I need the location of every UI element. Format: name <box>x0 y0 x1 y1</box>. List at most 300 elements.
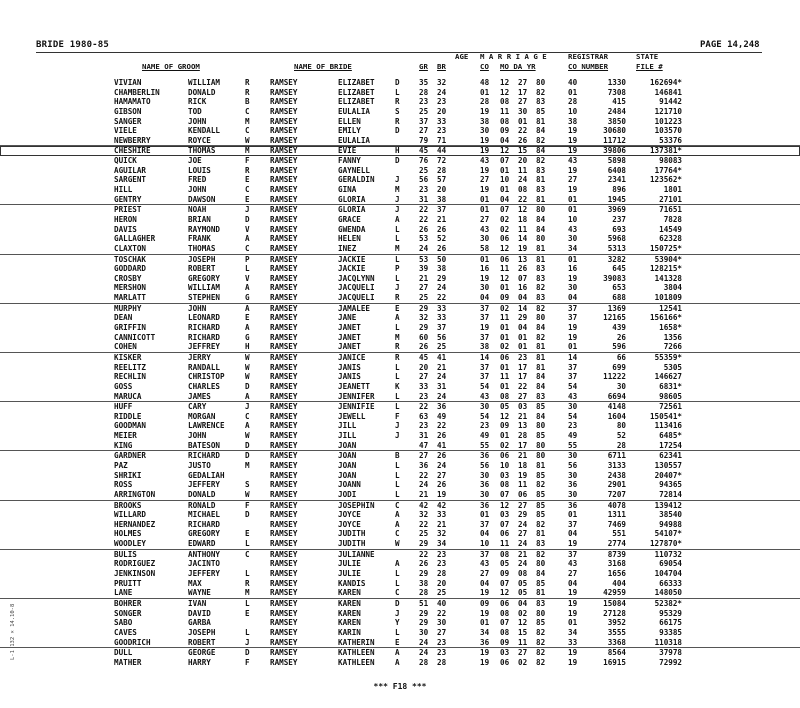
registrar-number: 6694 <box>607 391 626 401</box>
marriage-month: 04 <box>500 194 510 204</box>
marriage-day: 29 <box>518 510 528 520</box>
marriage-month: 02 <box>500 303 510 313</box>
marriage-year: 82 <box>536 657 546 667</box>
marriage-county: 28 <box>480 97 490 107</box>
groom-middle-initial: F <box>245 657 250 667</box>
groom-first-name: JOHN <box>188 116 207 126</box>
groom-age: 24 <box>419 637 429 647</box>
registrar-number: 699 <box>612 362 626 372</box>
marriage-year: 83 <box>536 391 546 401</box>
state-file-number: 110732 <box>654 549 682 559</box>
bride-first-name: GLORIA <box>338 205 366 215</box>
groom-age: 36 <box>419 460 429 470</box>
bride-middle-initial: A <box>395 657 400 667</box>
marriage-county: 30 <box>480 489 490 499</box>
bride-middle-initial: J <box>395 194 400 204</box>
bride-first-name: JACKIE <box>338 264 366 274</box>
bride-first-name: JANET <box>338 332 361 342</box>
bride-age: 19 <box>437 489 447 499</box>
registrar-number: 3952 <box>607 618 626 628</box>
groom-surname: GOODRICH <box>114 637 151 647</box>
groom-age: 24 <box>419 648 429 658</box>
bride-surname: RAMSEY <box>270 185 298 195</box>
bride-middle-initial: E <box>395 303 400 313</box>
bride-first-name: JOAN <box>338 460 357 470</box>
bride-middle-initial: A <box>395 648 400 658</box>
groom-surname: GOODMAN <box>114 421 147 431</box>
registrar-county: 19 <box>568 657 578 667</box>
table-row <box>0 588 800 599</box>
bride-middle-initial: R <box>395 293 400 303</box>
state-file-number: 55359* <box>654 352 682 362</box>
table-row <box>0 255 800 265</box>
state-file-number: 5305 <box>663 362 682 372</box>
groom-middle-initial: W <box>245 372 250 382</box>
marriage-year: 81 <box>536 460 546 470</box>
registrar-header: REGISTRAR <box>568 52 609 61</box>
marriage-county: 10 <box>480 539 490 549</box>
bride-middle-initial: L <box>395 224 400 234</box>
state-file-number: 150541* <box>649 411 682 421</box>
marriage-day: 05 <box>518 578 528 588</box>
groom-surname: PAZ <box>114 460 128 470</box>
marriage-county: 49 <box>480 431 490 441</box>
bride-surname: RAMSEY <box>270 480 298 490</box>
groom-middle-initial: E <box>245 175 250 185</box>
groom-first-name: FRANK <box>188 234 211 244</box>
registrar-county: 37 <box>568 303 578 313</box>
table-row <box>0 431 800 441</box>
table-row <box>0 441 800 452</box>
table-row <box>0 342 800 353</box>
registrar-county: 49 <box>568 431 578 441</box>
marriage-year: 80 <box>536 559 546 569</box>
bride-surname: RAMSEY <box>270 97 298 107</box>
table-row <box>0 313 800 323</box>
groom-age: 32 <box>419 510 429 520</box>
bride-surname: RAMSEY <box>270 175 298 185</box>
bride-age: 22 <box>437 608 447 618</box>
bride-surname: RAMSEY <box>270 451 298 461</box>
groom-middle-initial: F <box>245 156 250 166</box>
groom-age: 79 <box>419 135 429 145</box>
bride-middle-initial: J <box>395 283 400 293</box>
groom-age: 45 <box>419 352 429 362</box>
table-row <box>0 293 800 304</box>
marriage-county: 16 <box>480 264 490 274</box>
marriage-month: 06 <box>500 352 510 362</box>
registrar-county: 30 <box>568 283 578 293</box>
marriage-county: 01 <box>480 254 490 264</box>
marriage-month: 09 <box>500 637 510 647</box>
groom-first-name: MORGAN <box>188 411 216 421</box>
bride-age: 33 <box>437 510 447 520</box>
groom-middle-initial: H <box>245 342 250 352</box>
registrar-county: 30 <box>568 470 578 480</box>
groom-middle-initial: J <box>245 637 250 647</box>
table-row <box>0 78 800 88</box>
groom-surname: DEAN <box>114 313 133 323</box>
groom-first-name: JACINTO <box>188 559 221 569</box>
groom-first-name: RAYMOND <box>188 224 221 234</box>
bride-age: 27 <box>437 627 447 637</box>
bride-surname: RAMSEY <box>270 303 298 313</box>
registrar-number: 42959 <box>603 588 626 598</box>
registrar-number: 1604 <box>607 411 626 421</box>
registrar-county: 30 <box>568 489 578 499</box>
marriage-year: 81 <box>536 254 546 264</box>
groom-surname: GENTRY <box>114 194 142 204</box>
groom-first-name: ROBERT <box>188 637 216 647</box>
state-file-number: 62328 <box>659 234 682 244</box>
bride-first-name: JEWELL <box>338 411 366 421</box>
marriage-county: 43 <box>480 156 490 166</box>
table-row <box>0 550 800 560</box>
groom-surname: GARDNER <box>114 451 147 461</box>
groom-middle-initial: R <box>245 78 250 87</box>
marriage-year: 82 <box>536 637 546 647</box>
groom-middle-initial: W <box>245 352 250 362</box>
groom-age: 31 <box>419 194 429 204</box>
marriage-county: 19 <box>480 273 490 283</box>
marriage-county: 23 <box>480 421 490 431</box>
marriage-day: 02 <box>518 657 528 667</box>
bride-surname: RAMSEY <box>270 323 298 333</box>
marriage-county: 27 <box>480 214 490 224</box>
bride-surname: RAMSEY <box>270 539 298 549</box>
bride-surname: RAMSEY <box>270 657 298 667</box>
bride-first-name: JACQLYNN <box>338 273 375 283</box>
groom-age: 26 <box>419 224 429 234</box>
bride-middle-initial: L <box>395 362 400 372</box>
groom-age: 23 <box>419 185 429 195</box>
marriage-county: 43 <box>480 224 490 234</box>
bride-first-name: JACQUELI <box>338 293 375 303</box>
marriage-year: 82 <box>536 87 546 97</box>
groom-middle-initial: E <box>245 608 250 618</box>
bride-middle-initial: L <box>395 470 400 480</box>
bride-age: 37 <box>437 205 447 215</box>
bride-first-name: JANIS <box>338 362 361 372</box>
registrar-county: 33 <box>568 637 578 647</box>
registrar-county: 36 <box>568 480 578 490</box>
bride-surname: RAMSEY <box>270 273 298 283</box>
bride-first-name: EULALIA <box>338 106 371 116</box>
registrar-county: 28 <box>568 97 578 107</box>
bride-middle-initial: D <box>395 156 400 166</box>
table-row <box>0 501 800 511</box>
marriage-day: 21 <box>518 451 528 461</box>
bride-age: 30 <box>437 618 447 628</box>
marriage-month: 02 <box>500 224 510 234</box>
state-file-number: 66333 <box>659 578 682 588</box>
groom-middle-initial: V <box>245 224 250 234</box>
state-file-number: 6831* <box>659 381 682 391</box>
marriage-day: 08 <box>518 185 528 195</box>
groom-first-name: THOMAS <box>188 146 216 156</box>
state-file-number: 103570 <box>654 126 682 136</box>
marriage-month: 05 <box>500 402 510 412</box>
marriage-month: 07 <box>500 489 510 499</box>
marriage-county: 37 <box>480 362 490 372</box>
marriage-year: 81 <box>536 194 546 204</box>
table-row <box>0 264 800 274</box>
registrar-number: 26 <box>616 332 626 342</box>
marriage-month: 01 <box>500 362 510 372</box>
marriage-month: 01 <box>500 381 510 391</box>
bride-surname: RAMSEY <box>270 283 298 293</box>
registrar-county: 37 <box>568 362 578 372</box>
marriage-year: 83 <box>536 598 546 608</box>
registrar-county: 19 <box>568 648 578 658</box>
marriage-year: 80 <box>536 451 546 461</box>
marriage-county: 27 <box>480 569 490 579</box>
groom-first-name: RICHARD <box>188 451 221 461</box>
table-row <box>0 323 800 333</box>
groom-surname: ARRINGTON <box>114 489 156 499</box>
groom-middle-initial: A <box>245 323 250 333</box>
groom-middle-initial: D <box>245 381 250 391</box>
groom-age: 20 <box>419 362 429 372</box>
groom-first-name: ANTHONY <box>188 549 221 559</box>
registrar-county: 37 <box>568 313 578 323</box>
groom-surname: HERON <box>114 214 137 224</box>
registrar-number: 4078 <box>607 500 626 510</box>
bride-first-name: KAREN <box>338 618 361 628</box>
marriage-year: 81 <box>536 116 546 126</box>
marriage-day: 18 <box>518 214 528 224</box>
groom-first-name: THOMAS <box>188 243 216 253</box>
marriage-county: 36 <box>480 451 490 461</box>
table-row <box>0 304 800 314</box>
bride-age: 29 <box>437 273 447 283</box>
bride-first-name: JOAN <box>338 451 357 461</box>
bride-middle-initial: A <box>395 559 400 569</box>
table-row <box>0 382 800 392</box>
registrar-number: 3969 <box>607 205 626 215</box>
marriage-month: 06 <box>500 657 510 667</box>
state-file-number: 3804 <box>663 283 682 293</box>
registrar-number: 5898 <box>607 156 626 166</box>
state-file-number: 137381* <box>649 146 682 156</box>
groom-age: 22 <box>419 402 429 412</box>
groom-first-name: JEFFREY <box>188 342 221 352</box>
marriage-year: 80 <box>536 234 546 244</box>
marriage-year: 81 <box>536 352 546 362</box>
state-file-number: 94365 <box>659 480 682 490</box>
registrar-number: 16915 <box>603 657 626 667</box>
marriage-month: 10 <box>500 175 510 185</box>
state-file-number: 7828 <box>663 214 682 224</box>
groom-age: 30 <box>419 627 429 637</box>
marriage-year: 80 <box>536 205 546 215</box>
table-row <box>0 648 800 658</box>
state-file-number: 14549 <box>659 224 682 234</box>
bride-first-name: JOANN <box>338 480 361 490</box>
marriage-county: 19 <box>480 146 490 156</box>
groom-surname: AGUILAR <box>114 165 147 175</box>
bride-age: 20 <box>437 106 447 116</box>
registrar-number: 1656 <box>607 569 626 579</box>
bride-first-name: GRACE <box>338 214 361 224</box>
bride-middle-initial: L <box>395 234 400 244</box>
margin-note: L-1 132 × 14.10-8 <box>10 603 16 660</box>
groom-surname: CHESHIRE <box>114 146 151 156</box>
registrar-county: 36 <box>568 500 578 510</box>
bride-middle-initial: R <box>395 116 400 126</box>
registrar-number: 404 <box>612 578 626 588</box>
marriage-day: 27 <box>518 97 528 107</box>
registrar-county: 19 <box>568 165 578 175</box>
groom-age: 32 <box>419 313 429 323</box>
state-file-number: 53376 <box>659 135 682 145</box>
groom-middle-initial: R <box>245 87 250 97</box>
groom-age: 35 <box>419 78 429 87</box>
bride-age: 28 <box>437 569 447 579</box>
bride-age: 52 <box>437 234 447 244</box>
registrar-county: 54 <box>568 411 578 421</box>
table-row <box>0 156 800 166</box>
groom-first-name: ROBERT <box>188 264 216 274</box>
bride-age: 25 <box>437 588 447 598</box>
groom-age: 29 <box>419 303 429 313</box>
bride-surname: RAMSEY <box>270 234 298 244</box>
marriage-county: 43 <box>480 559 490 569</box>
groom-first-name: LEONARD <box>188 313 221 323</box>
bride-first-name: KAREN <box>338 588 361 598</box>
groom-first-name: RONALD <box>188 500 216 510</box>
marriage-year: 84 <box>536 411 546 421</box>
table-row <box>0 539 800 550</box>
state-file-number: 53904* <box>654 254 682 264</box>
state-file-number: 72561 <box>659 402 682 412</box>
bride-first-name: JILL <box>338 431 357 441</box>
table-row <box>0 372 800 382</box>
groom-middle-initial: S <box>245 480 250 490</box>
marriage-month: 09 <box>500 293 510 303</box>
registrar-number: 596 <box>612 342 626 352</box>
bride-surname: RAMSEY <box>270 648 298 658</box>
bride-middle-initial: K <box>395 381 400 391</box>
registrar-number: 693 <box>612 224 626 234</box>
registrar-number: 4148 <box>607 402 626 412</box>
marriage-day: 16 <box>518 283 528 293</box>
groom-surname: RECHLIN <box>114 372 147 382</box>
table-row <box>0 392 800 403</box>
bride-surname: RAMSEY <box>270 293 298 303</box>
registrar-number: 653 <box>612 283 626 293</box>
bride-middle-initial: D <box>395 126 400 136</box>
bride-surname: RAMSEY <box>270 87 298 97</box>
marriage-year: 83 <box>536 185 546 195</box>
bride-surname: RAMSEY <box>270 627 298 637</box>
marriage-county: 27 <box>480 175 490 185</box>
groom-age: 25 <box>419 529 429 539</box>
table-row <box>0 175 800 185</box>
bride-surname: RAMSEY <box>270 569 298 579</box>
marriage-county: 19 <box>480 657 490 667</box>
groom-age: 29 <box>419 539 429 549</box>
bride-surname: RAMSEY <box>270 313 298 323</box>
marriage-day: 20 <box>518 156 528 166</box>
bride-surname: RAMSEY <box>270 194 298 204</box>
marriage-county: 56 <box>480 460 490 470</box>
bride-first-name: FANNY <box>338 156 361 166</box>
marriage-month: 12 <box>500 500 510 510</box>
groom-age: 25 <box>419 106 429 116</box>
age-header: AGE <box>455 52 469 61</box>
bride-surname: RAMSEY <box>270 214 298 224</box>
bride-middle-initial: L <box>395 273 400 283</box>
registrar-number: 3168 <box>607 559 626 569</box>
groom-middle-initial: L <box>245 569 250 579</box>
bride-first-name: JULIANNE <box>338 549 375 559</box>
groom-first-name: RICHARD <box>188 332 221 342</box>
groom-surname: MEIER <box>114 431 137 441</box>
state-file-number: 146627 <box>654 372 682 382</box>
registrar-county: 19 <box>568 588 578 598</box>
table-row <box>0 136 800 147</box>
bride-age: 25 <box>437 342 447 352</box>
registrar-number: 3368 <box>607 637 626 647</box>
state-file-number: 162694* <box>649 78 682 87</box>
bride-middle-initial: F <box>395 411 400 421</box>
marriage-day: 04 <box>518 293 528 303</box>
groom-surname: CHAMBERLIN <box>114 87 160 97</box>
registrar-county: 38 <box>568 116 578 126</box>
table-row <box>0 117 800 127</box>
bride-age: 23 <box>437 549 447 559</box>
registrar-number: 39806 <box>603 146 626 156</box>
marriage-day: 26 <box>518 264 528 274</box>
bride-first-name: JOAN <box>338 440 357 450</box>
groom-age: 28 <box>419 588 429 598</box>
state-file-number: 17254 <box>659 440 682 450</box>
bride-age: 32 <box>437 529 447 539</box>
groom-middle-initial: C <box>245 185 250 195</box>
marriage-month: 06 <box>500 598 510 608</box>
groom-middle-initial: M <box>245 588 250 598</box>
groom-age: 26 <box>419 342 429 352</box>
marriage-county: 19 <box>480 185 490 195</box>
registrar-county: 43 <box>568 391 578 401</box>
bride-age: 57 <box>437 175 447 185</box>
marriage-month: 01 <box>500 165 510 175</box>
bride-first-name: GLORIA <box>338 194 366 204</box>
bride-middle-initial: A <box>395 510 400 520</box>
registrar-number: 28 <box>616 440 626 450</box>
bride-age: 72 <box>437 156 447 166</box>
marriage-county: 19 <box>480 135 490 145</box>
groom-age: 27 <box>419 126 429 136</box>
state-file-number: 91442 <box>659 97 682 107</box>
state-file-number: 12541 <box>659 303 682 313</box>
bride-age: 24 <box>437 391 447 401</box>
groom-first-name: TOD <box>188 106 202 116</box>
marriage-year: 84 <box>536 323 546 333</box>
marriage-day: 27 <box>518 648 528 658</box>
registrar-number: 8564 <box>607 648 626 658</box>
bride-surname: RAMSEY <box>270 146 298 156</box>
registrar-county: 19 <box>568 323 578 333</box>
bride-surname: RAMSEY <box>270 411 298 421</box>
table-row <box>0 274 800 284</box>
marriage-year: 82 <box>536 549 546 559</box>
page-footer: *** F18 *** <box>373 682 427 691</box>
groom-middle-initial: G <box>245 293 250 303</box>
table-row <box>0 609 800 619</box>
bride-surname: RAMSEY <box>270 156 298 166</box>
